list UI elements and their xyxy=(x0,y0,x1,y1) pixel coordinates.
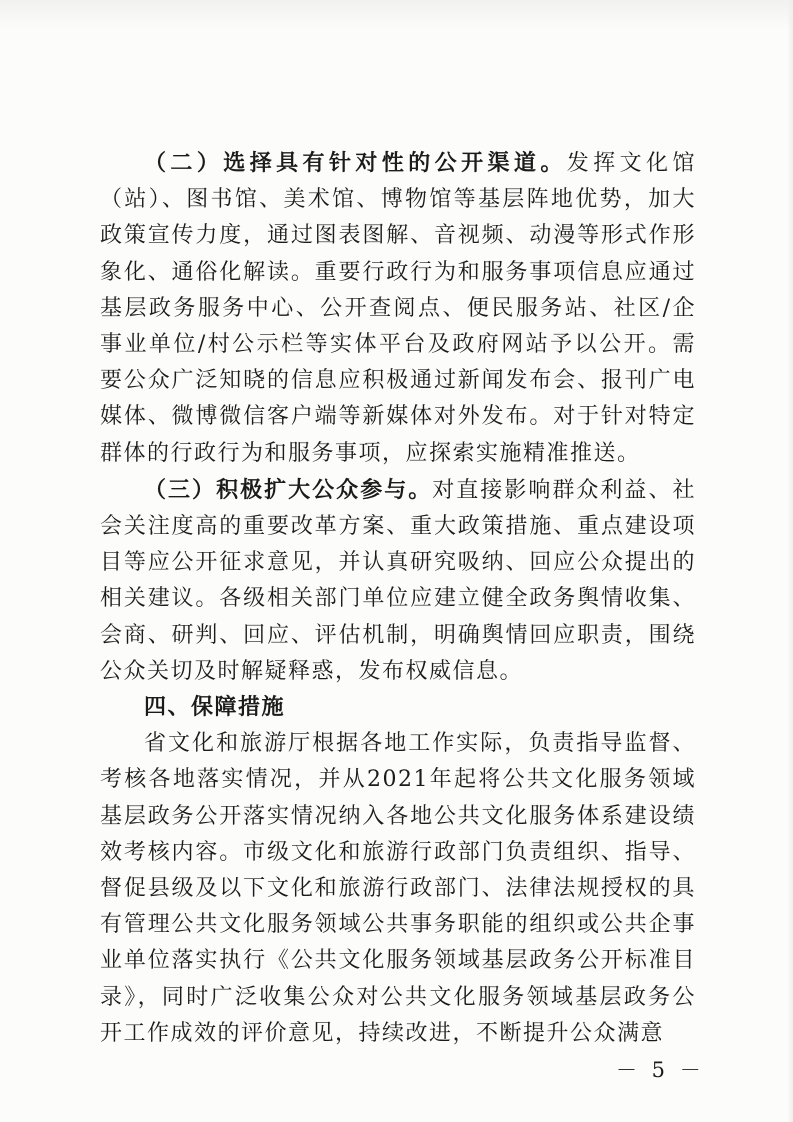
paragraph-text-channels: 发挥文化馆（站）、图书馆、美术馆、博物馆等基层阵地优势，加大政策宣传力度，通过图表图解、音视频、动漫等形式作形象化、通俗化解读。重要行政行为和服务事项信息应通过基层政务服务中心、公开查阅点、便民服务站、社区/企事业单位/村公示栏等实体平台及政府网站予以公开。需要公众广泛知晓的信息应积极通过新闻发布会、报刊广电媒体、微博微信客户端等新媒体对外发布。对于针对特定群体的行政行为和服务事项，应探索实施精准推送。 xyxy=(100,151,696,466)
scan-shadow-right xyxy=(787,0,793,1122)
scan-shadow-top xyxy=(0,0,793,30)
section-heading: 四、保障措施 xyxy=(144,695,286,721)
paragraph-channels xyxy=(100,145,696,472)
paragraph-text-participation: 对直接影响群众利益、社会关注度高的重要改革方案、重大政策措施、重点建设项目等应公开征求意见，并认真研究吸纳、回应公众提出的相关建议。各级相关部门单位应建立健全政务舆情收集、会商、研判、回应、评估机制，明确舆情回应职责，围绕公众关切及时解疑释惑，发布权威信息。 xyxy=(100,477,696,684)
page-number: － 5 － xyxy=(616,1058,705,1082)
paragraph-lead-channels: （二）选择具有针对性的公开渠道。 xyxy=(144,150,567,176)
paragraph-participation xyxy=(100,472,696,690)
paragraph-safeguards: 省文化和旅游厅根据各地工作实际，负责指导监督、考核各地落实情况，并从2021年起将公共文化服务领域基层政务公开落实情况纳入各地公共文化服务体系建设绩效考核内容。市级文化和旅游行政部门负责组织、指导、督促县级及以下文化和旅游行政部门、法律法规授权的具有管理公共文化服务领域公共事务职能的组织或公共企事业单位落实执行《公共文化服务领域基层政务公开标准目录》，同时广泛收集公众对公共文化服务领域基层政务公开工作成效的评价意见，持续改进，不断提升公众满意 xyxy=(100,731,696,1046)
document-body xyxy=(100,145,696,1052)
paragraph-lead-participation: （三）积极扩大公众参与。 xyxy=(144,476,433,503)
